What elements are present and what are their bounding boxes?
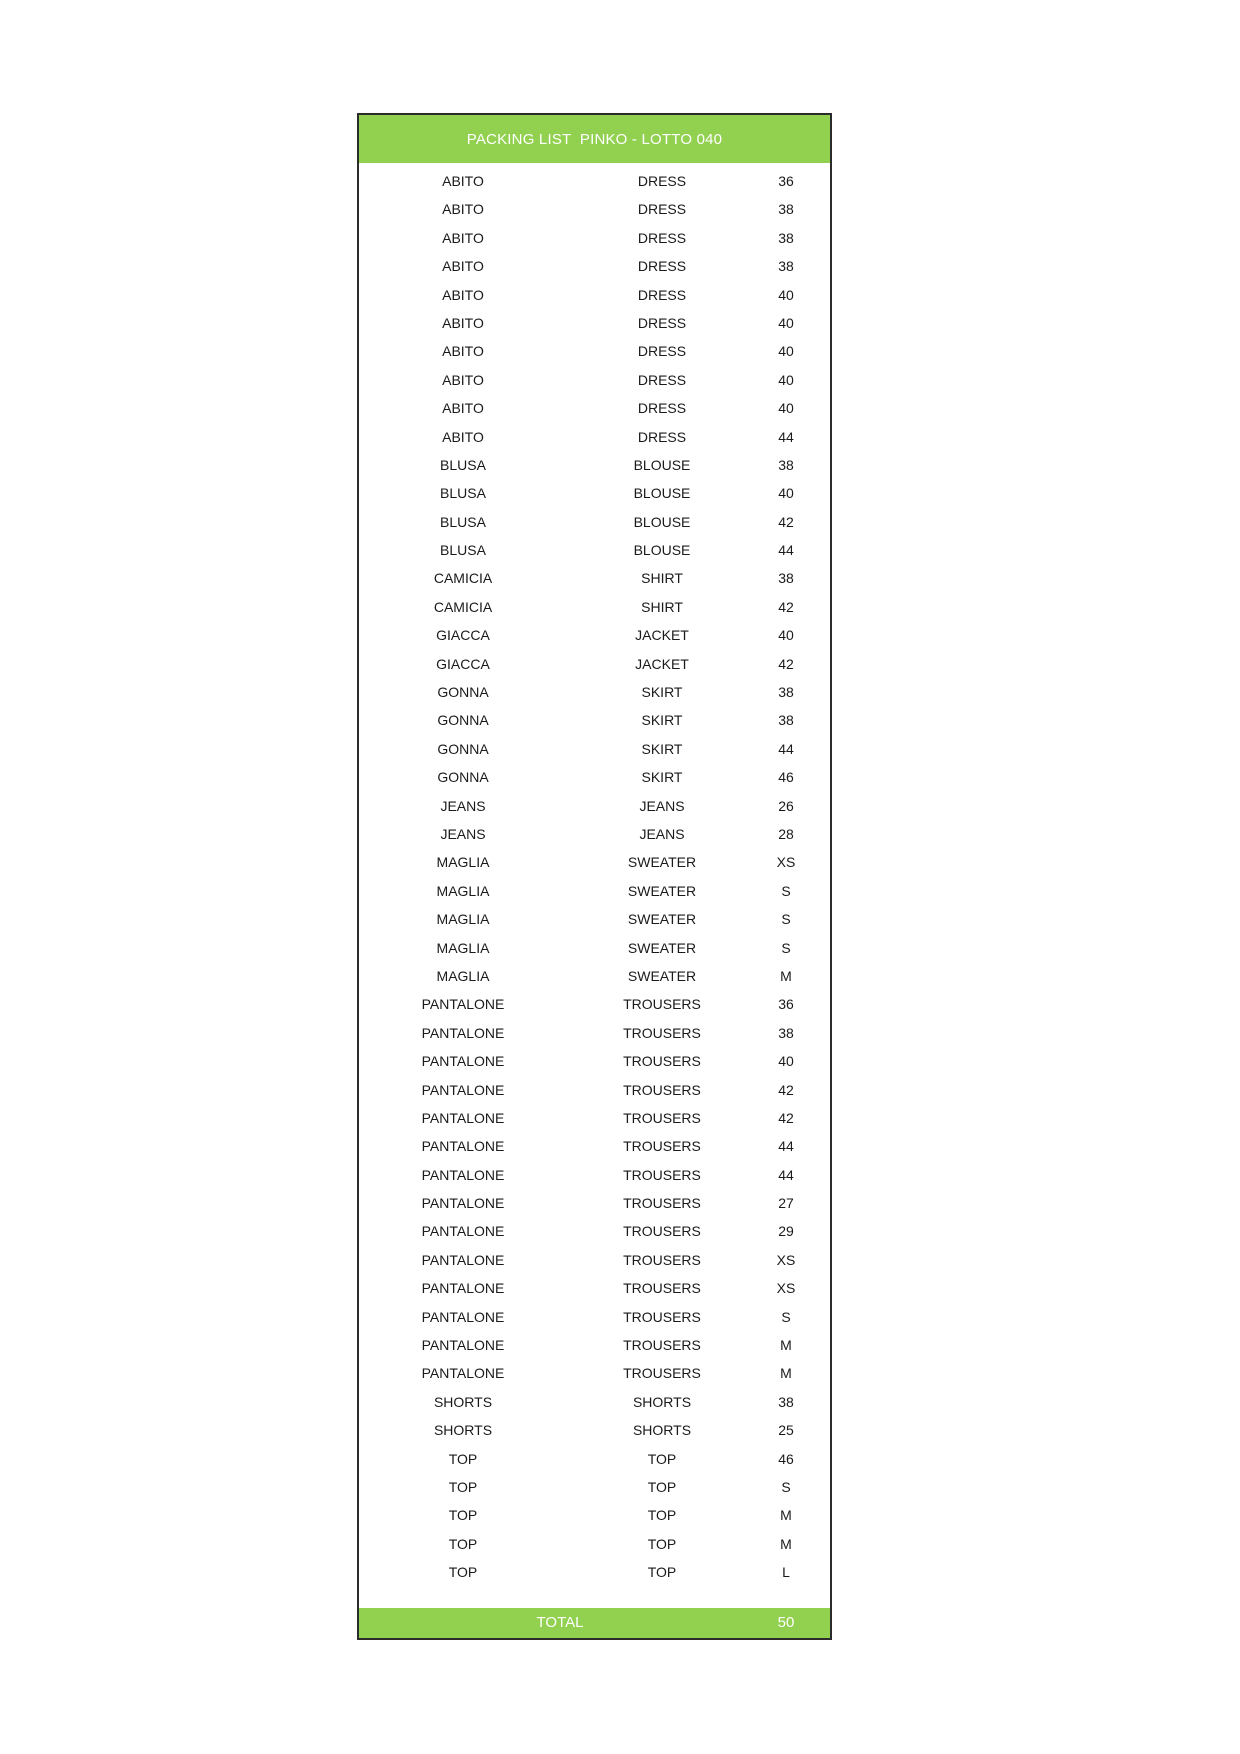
item-name-english: TROUSERS [623,1223,701,1240]
item-name-english: SWEATER [627,882,697,899]
item-size: S [781,1308,791,1325]
item-size: 44 [778,740,794,757]
item-name-english: TROUSERS [623,996,701,1013]
item-name-english: JACKET [635,627,689,644]
table-row [359,1501,830,1529]
item-name-italian: BLUSA [440,456,486,473]
item-size: 36 [778,996,794,1013]
table-row [359,1132,830,1160]
item-name-english: TROUSERS [623,1024,701,1041]
item-size: 46 [778,769,794,786]
item-size: 40 [778,400,794,417]
table-row [359,337,830,365]
item-size: XS [776,1251,796,1268]
item-name-english: TROUSERS [623,1109,701,1126]
table-row [359,423,830,451]
item-name-english: SKIRT [641,769,683,786]
item-size: 40 [778,286,794,303]
table-row [359,1331,830,1359]
packing-list-sheet [357,113,832,1640]
item-size: 38 [778,570,794,587]
item-size: 36 [778,173,794,189]
item-name-italian: CAMICIA [433,570,493,587]
item-name-english: TROUSERS [623,1251,701,1268]
item-size: 42 [778,655,794,672]
item-name-english: SKIRT [641,740,683,757]
table-row [359,820,830,848]
item-name-english: TROUSERS [623,1138,701,1155]
table-row [359,848,830,876]
item-size: 27 [778,1195,794,1212]
item-name-english: DRESS [637,258,687,275]
item-name-italian: ABITO [442,201,484,218]
item-name-italian: ABITO [442,173,484,189]
table-row [359,1558,830,1586]
item-name-english: TOP [647,1535,677,1552]
item-size: XS [776,1280,796,1297]
table-row [359,309,830,337]
item-name-english: SWEATER [627,911,697,928]
item-size: S [781,1478,791,1495]
item-size: M [780,967,792,984]
table-row [359,792,830,820]
item-size: 42 [778,1081,794,1098]
item-size: 44 [778,1138,794,1155]
item-name-english: DRESS [637,229,687,246]
item-size: S [781,939,791,956]
table-row [359,1388,830,1416]
item-size: 40 [778,343,794,360]
packing-list-rows [359,167,830,1587]
item-name-english: DRESS [637,286,687,303]
item-name-english: DRESS [637,428,687,445]
item-name-italian: TOP [448,1450,478,1467]
table-row [359,366,830,394]
item-size: 46 [778,1450,794,1467]
item-name-italian: GONNA [437,684,489,701]
table-row [359,1019,830,1047]
total-label: TOTAL [536,1614,584,1631]
total-value: 50 [777,1614,795,1631]
item-name-english: BLOUSE [633,542,691,559]
item-name-english: BLOUSE [633,513,691,530]
item-name-italian: BLUSA [440,542,486,559]
table-row [359,1161,830,1189]
item-name-english: TROUSERS [623,1365,701,1382]
item-name-italian: PANTALONE [421,1166,505,1183]
table-row [359,195,830,223]
item-size: 40 [778,314,794,331]
item-name-english: TROUSERS [623,1308,701,1325]
item-name-italian: TOP [448,1564,478,1581]
item-name-english: DRESS [637,371,687,388]
item-name-english: JEANS [639,825,685,842]
total-bar [359,1608,830,1638]
table-row [359,1104,830,1132]
item-size: 40 [778,371,794,388]
item-name-italian: TOP [448,1507,478,1524]
item-name-italian: GIACCA [436,655,490,672]
item-name-italian: BLUSA [440,485,486,502]
item-name-english: JACKET [635,655,689,672]
table-row [359,508,830,536]
item-name-english: SHORTS [632,1393,692,1410]
item-size: S [781,882,791,899]
table-row [359,621,830,649]
item-name-english: TROUSERS [623,1081,701,1098]
table-row [359,1445,830,1473]
item-name-italian: GONNA [437,740,489,757]
table-row [359,1359,830,1387]
item-name-italian: MAGLIA [436,939,490,956]
item-name-italian: BLUSA [440,513,486,530]
item-size: 28 [778,825,794,842]
table-row [359,990,830,1018]
table-row [359,252,830,280]
item-name-english: JEANS [639,797,685,814]
item-name-italian: MAGLIA [436,967,490,984]
item-name-italian: SHORTS [433,1422,493,1439]
item-size: 38 [778,201,794,218]
item-name-italian: TOP [448,1478,478,1495]
table-row [359,905,830,933]
item-name-english: TROUSERS [623,1166,701,1183]
item-size: S [781,911,791,928]
item-size: 26 [778,797,794,814]
item-size: 38 [778,258,794,275]
item-name-english: SWEATER [627,854,697,871]
item-name-italian: MAGLIA [436,911,490,928]
item-name-english: SHORTS [632,1422,692,1439]
item-name-italian: PANTALONE [421,1337,505,1354]
table-row [359,1416,830,1444]
item-name-italian: PANTALONE [421,1138,505,1155]
item-size: 40 [778,627,794,644]
item-name-english: SHIRT [641,570,683,587]
table-row [359,650,830,678]
item-name-italian: ABITO [442,400,484,417]
table-row [359,962,830,990]
table-row [359,1189,830,1217]
table-row [359,934,830,962]
item-name-italian: PANTALONE [421,1195,505,1212]
table-row [359,1217,830,1245]
item-name-italian: ABITO [442,371,484,388]
item-name-italian: GIACCA [436,627,490,644]
item-name-italian: ABITO [442,258,484,275]
item-size: M [780,1535,792,1552]
item-name-italian: SHORTS [433,1393,493,1410]
item-name-italian: GONNA [437,769,489,786]
table-row [359,877,830,905]
item-size: M [780,1337,792,1354]
item-size: L [782,1564,790,1581]
item-name-italian: PANTALONE [421,1024,505,1041]
item-size: 42 [778,1109,794,1126]
item-name-italian: JEANS [440,825,486,842]
table-row [359,1047,830,1075]
item-size: M [780,1365,792,1382]
item-name-english: SWEATER [627,939,697,956]
item-name-english: TROUSERS [623,1053,701,1070]
table-row [359,167,830,195]
item-name-italian: ABITO [442,229,484,246]
table-row [359,1246,830,1274]
item-name-italian: PANTALONE [421,1223,505,1240]
item-name-italian: PANTALONE [421,1308,505,1325]
table-row [359,536,830,564]
item-name-italian: CAMICIA [433,598,493,615]
item-name-italian: PANTALONE [421,1081,505,1098]
item-name-english: DRESS [637,201,687,218]
table-row [359,735,830,763]
item-name-english: SHIRT [641,598,683,615]
table-row [359,1530,830,1558]
item-size: 38 [778,229,794,246]
item-name-english: DRESS [637,343,687,360]
item-size: 38 [778,1024,794,1041]
item-name-italian: ABITO [442,343,484,360]
item-name-english: BLOUSE [633,456,691,473]
table-row [359,763,830,791]
item-name-english: DRESS [637,173,687,189]
item-size: 40 [778,485,794,502]
item-name-english: TROUSERS [623,1337,701,1354]
item-name-english: DRESS [637,400,687,417]
table-row [359,706,830,734]
table-row [359,451,830,479]
item-name-english: BLOUSE [633,485,691,502]
item-name-italian: MAGLIA [436,882,490,899]
item-name-italian: ABITO [442,286,484,303]
item-size: M [780,1507,792,1524]
table-row [359,678,830,706]
item-name-english: TOP [647,1450,677,1467]
item-name-english: SKIRT [641,684,683,701]
item-name-italian: GONNA [437,712,489,729]
item-size: 38 [778,456,794,473]
table-row [359,593,830,621]
item-name-english: SKIRT [641,712,683,729]
item-name-english: SWEATER [627,967,697,984]
table-row [359,281,830,309]
table-row [359,224,830,252]
item-size: 40 [778,1053,794,1070]
item-size: 42 [778,598,794,615]
item-size: 38 [778,1393,794,1410]
item-name-english: TOP [647,1478,677,1495]
item-name-italian: MAGLIA [436,854,490,871]
table-row [359,479,830,507]
table-row [359,1076,830,1104]
table-row [359,564,830,592]
item-name-italian: PANTALONE [421,996,505,1013]
item-name-italian: ABITO [442,428,484,445]
item-name-italian: PANTALONE [421,1280,505,1297]
table-row [359,1303,830,1331]
item-size: 42 [778,513,794,530]
item-name-english: TOP [647,1507,677,1524]
item-name-italian: PANTALONE [421,1109,505,1126]
item-name-english: TROUSERS [623,1280,701,1297]
item-name-english: TROUSERS [623,1195,701,1212]
item-name-italian: PANTALONE [421,1251,505,1268]
item-size: 44 [778,428,794,445]
item-size: 44 [778,1166,794,1183]
item-size: 44 [778,542,794,559]
item-name-english: DRESS [637,314,687,331]
table-row [359,1274,830,1302]
item-size: 38 [778,684,794,701]
packing-list-title: PACKING LIST PINKO - LOTTO 040 [359,115,830,163]
item-name-italian: PANTALONE [421,1053,505,1070]
item-name-english: TOP [647,1564,677,1581]
item-size: 38 [778,712,794,729]
table-row [359,394,830,422]
item-name-italian: ABITO [442,314,484,331]
item-name-italian: JEANS [440,797,486,814]
item-name-italian: TOP [448,1535,478,1552]
item-size: 25 [778,1422,794,1439]
item-size: XS [776,854,796,871]
item-name-italian: PANTALONE [421,1365,505,1382]
item-size: 29 [778,1223,794,1240]
table-row [359,1473,830,1501]
